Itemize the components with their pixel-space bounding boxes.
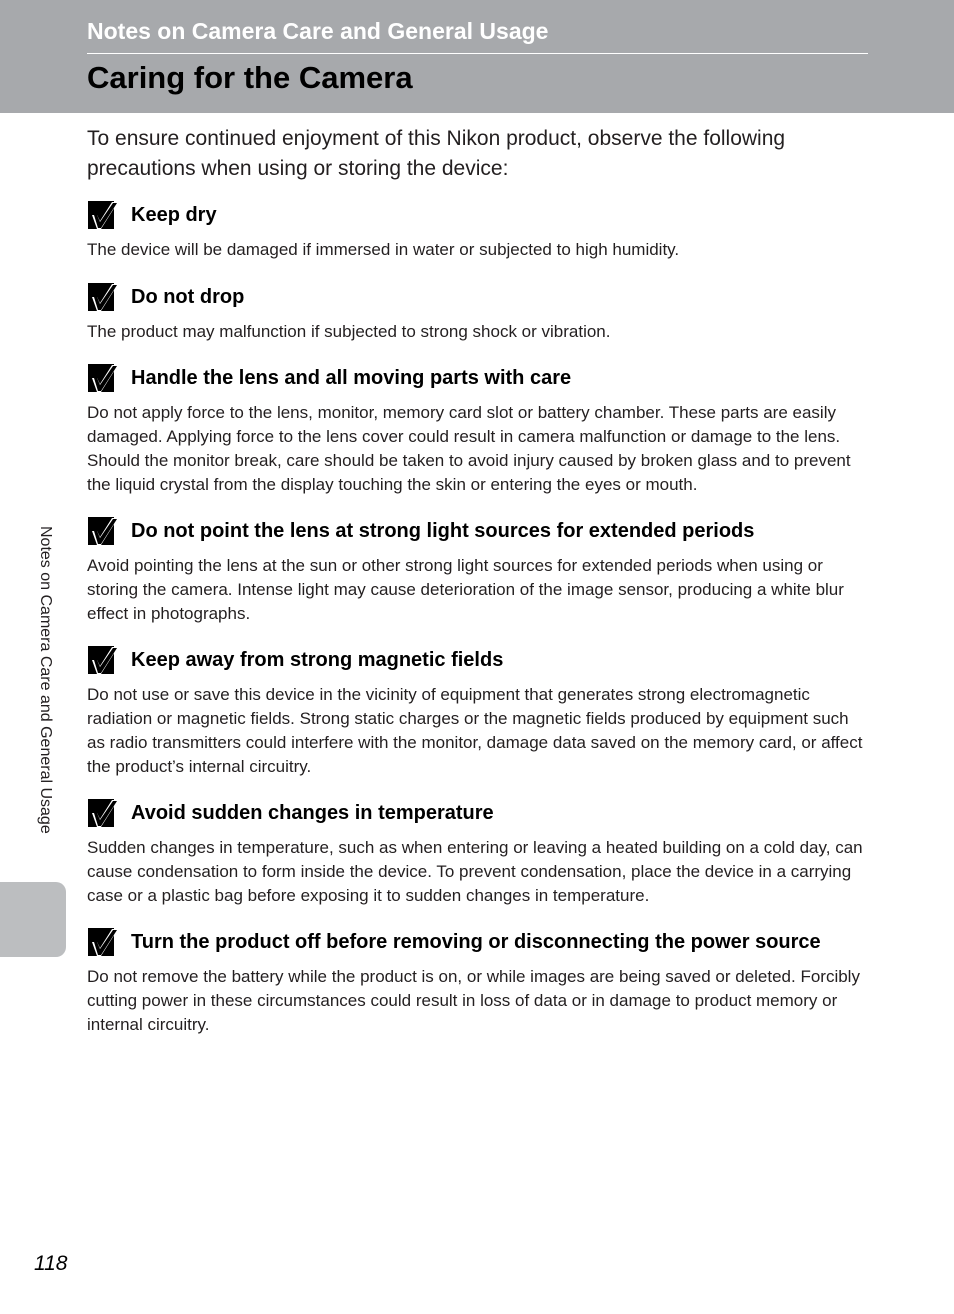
section-title: Turn the product off before removing or disconnecting the power source (131, 931, 821, 953)
section-heading (87, 363, 867, 397)
section-body: Do not apply force to the lens, monitor, memory card slot or battery chamber. These parts are easily damaged. Applying force to the lens cover could result in camera malfunction or damage to the lens. Should the monitor break, care should be taken to avoid injury caused by broken glass and to prevent the liquid crystal from the display touching the skin or entering the eyes or mouth. (87, 403, 851, 494)
check-mark-icon (87, 516, 119, 548)
page-number: 118 (34, 1252, 68, 1275)
section-handle-lens (87, 363, 867, 497)
section-header: Notes on Camera Care and General Usage (87, 18, 549, 44)
section-do-not-drop (87, 282, 867, 344)
section-body: The product may malfunction if subjected to strong shock or vibration. (87, 322, 611, 341)
side-chapter-label (28, 526, 64, 871)
section-title: Do not point the lens at strong light sources for extended periods (131, 520, 755, 542)
section-power-source (87, 927, 867, 1037)
check-mark-icon (87, 927, 119, 959)
section-body: Do not use or save this device in the vicinity of equipment that generates strong electromagnetic radiation or magnetic fields. Strong static charges or the magnetic fields produced by equipment such as radio transmitters could interfere with the monitor, damage data saved on the memory card, or affect the product’s internal circuitry. (87, 685, 863, 776)
section-heading (87, 798, 867, 832)
header-divider (87, 53, 868, 54)
check-mark-icon (87, 200, 119, 232)
section-light-sources (87, 516, 867, 626)
section-heading (87, 200, 867, 234)
section-heading (87, 516, 867, 550)
section-magnetic-fields (87, 645, 867, 779)
section-heading (87, 282, 867, 316)
section-keep-dry (87, 200, 867, 262)
section-temperature (87, 798, 867, 908)
intro-paragraph: To ensure continued enjoyment of this Nikon product, observe the following precautions when using or storing the device: (87, 127, 786, 180)
check-mark-icon (87, 645, 119, 677)
section-body: The device will be damaged if immersed in water or subjected to high humidity. (87, 240, 680, 259)
section-title: Do not drop (131, 286, 245, 308)
check-mark-icon (87, 282, 119, 314)
section-body: Avoid pointing the lens at the sun or other strong light sources for extended periods when using or storing the camera. Intense light may cause deterioration of the image sensor, producing a white blur effect in photographs. (87, 556, 844, 623)
section-title: Handle the lens and all moving parts with care (131, 367, 572, 389)
section-title: Avoid sudden changes in temperature (131, 802, 494, 824)
section-heading (87, 927, 867, 961)
section-title: Keep dry (131, 204, 217, 226)
header-band (0, 0, 954, 113)
section-heading (87, 645, 867, 679)
page-title: Caring for the Camera (87, 60, 413, 95)
chapter-tab (0, 882, 66, 957)
section-body: Sudden changes in temperature, such as when entering or leaving a heated building on a cold day, can cause condensation to form inside the device. To prevent condensation, place the device in a carrying case or a plastic bag before exposing it to sudden changes in temperature. (87, 838, 863, 905)
section-body: Do not remove the battery while the product is on, or while images are being saved or deleted. Forcibly cutting power in these circumstances could result in loss of data or in damage to product memory or internal circuitry. (87, 967, 860, 1034)
check-mark-icon (87, 363, 119, 395)
check-mark-icon (87, 798, 119, 830)
side-label-text: Notes on Camera Care and General Usage (37, 526, 54, 834)
section-title: Keep away from strong magnetic fields (131, 649, 504, 671)
